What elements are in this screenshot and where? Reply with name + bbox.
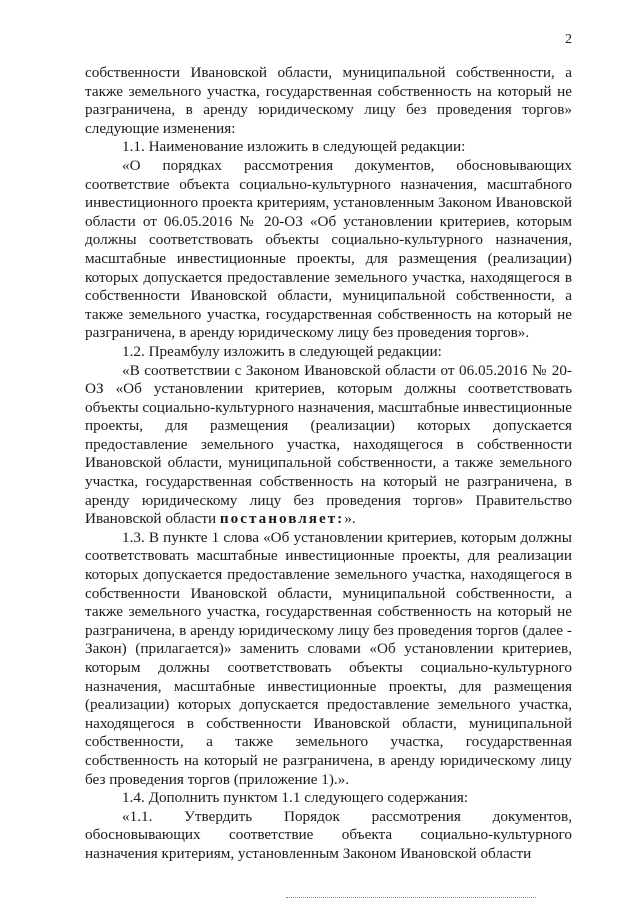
document-body [85,64,572,864]
item-1-2-quote-tail: ». [344,510,356,528]
resolution-word: постановляет: [219,510,345,528]
item-1-2-quote-text: «В соответствии с Законом Ивановской области от 06.05.2016 № 20-ОЗ «Об установлении критериев, которым должны соответствовать объекты социально-культурного назначения, масштабные инвестиционные проекты, для размещения (реализации) которых допускается предоставление земельного участка, находящегося в собственности Ивановской области, муниципальной собственности, а также земельного участка, государственная собственность на который не разграничена, в аренду юридическому лицу без проведения торгов» Правительство Ивановской области [85,361,572,528]
footer-dotted-line [286,897,536,898]
intro-paragraph: собственности Ивановской области, муниципальной собственности, а также земельного участка, государственная собственность на который не разграничена, в аренду юридическому лицу без проведения торгов» следующие изменения: [85,64,572,137]
item-1-3-paragraph: 1.3. В пункте 1 слова «Об установлении критериев, которым должны соответствовать масштабные инвестиционные проекты, для реализации которых допускается предоставление земельного участка, находящегося в собственности Ивановской области, муниципальной собственности, а также земельного участка, государственная собственность на который не разграничена, в аренду юридическому лицу без проведения торгов (далее - Закон) (прилагается)» заменить словами «Об установлении критериев, которым должны соответствовать объекты социально-культурного назначения, масштабные инвестиционные проекты, для размещения (реализации) которых допускается предоставление земельного участка, находящегося в собственности Ивановской области, муниципальной собственности, а также земельного участка, государственная собственность на который не разграничена, в аренду юридическому лицу без проведения торгов (приложение 1).». [85,528,572,788]
item-1-1-heading: 1.1. Наименование изложить в следующей редакции: [122,138,466,156]
item-1-4-heading: 1.4. Дополнить пунктом 1.1 следующего содержания: [122,789,469,807]
page-number: 2 [565,32,572,47]
item-1-1-quote: «О порядках рассмотрения документов, обосновывающих соответствие объекта социально-культурного назначения, масштабного инвестиционного проекта критериям, установленным Законом Ивановской области от 06.05.2016 № 20-ОЗ «Об установлении критериев, которым должны соответствовать объекты социально-культурного назначения, масштабные инвестиционные проекты, для размещения (реализации) которых допускается предоставление земельного участка, находящегося в собственности Ивановской области, муниципальной собственности, а также земельного участка, государственная собственность на который не разграничена, в аренду юридическому лицу без проведения торгов». [85,156,572,342]
item-1-2-heading: 1.2. Преамбулу изложить в следующей редакции: [122,342,442,360]
item-1-4-quote: «1.1. Утвердить Порядок рассмотрения документов, обосновывающих соответствие объекта социально-культурного назначения критериям, установленным Законом Ивановской области [85,807,572,862]
item-1-2-quote [85,362,572,529]
